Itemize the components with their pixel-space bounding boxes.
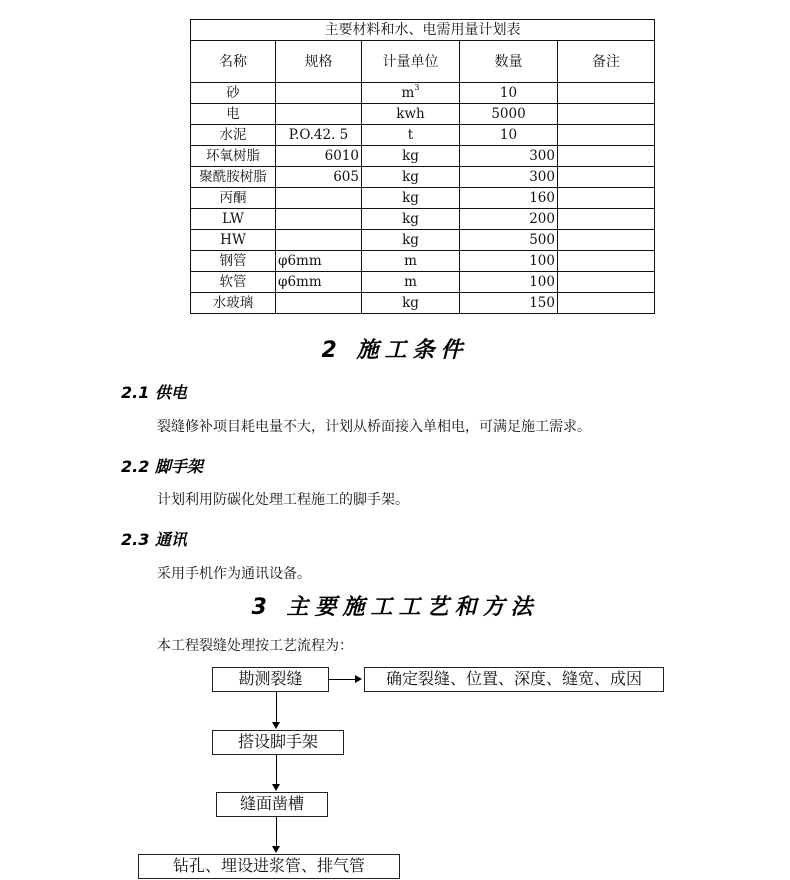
- cell-qty: 160: [460, 188, 558, 209]
- cell-qty: 300: [460, 167, 558, 188]
- cell-note: [558, 209, 655, 230]
- table-row: [191, 167, 655, 188]
- cell-note: [558, 167, 655, 188]
- cell-qty: 150: [460, 293, 558, 314]
- cell-qty: 500: [460, 230, 558, 251]
- unit-superscript: 3: [414, 83, 420, 92]
- cell-unit: [362, 293, 460, 314]
- cell-note: [558, 104, 655, 125]
- cell-spec: [276, 293, 362, 314]
- table-caption-row: [191, 20, 655, 41]
- unit-base: m: [404, 274, 417, 290]
- flow-step-survey-cracks: 勘测裂缝: [212, 667, 329, 692]
- subsection-2-1-text: 裂缝修补项目耗电量不大，计划从桥面接入单相电，可满足施工需求。: [157, 419, 591, 435]
- flow-connector-right: [328, 679, 356, 680]
- arrow-down-icon: [272, 722, 280, 729]
- table-row: [191, 125, 655, 146]
- subsection-2-2-text: 计划利用防碳化处理工程施工的脚手架。: [157, 492, 409, 508]
- cell-spec: [276, 230, 362, 251]
- cell-name: 钢管: [191, 251, 276, 272]
- unit-base: kg: [402, 169, 419, 185]
- cell-unit: [362, 230, 460, 251]
- table-row: [191, 83, 655, 104]
- subsection-2-3-heading: 2.3 通讯: [121, 530, 187, 549]
- cell-note: [558, 188, 655, 209]
- cell-name: 环氧树脂: [191, 146, 276, 167]
- column-header-unit: 计量单位: [362, 41, 460, 83]
- subsection-2-2-heading: 2.2 脚手架: [121, 457, 203, 476]
- table-row: [191, 272, 655, 293]
- cell-unit: [362, 83, 460, 104]
- cell-qty: 200: [460, 209, 558, 230]
- cell-qty: 100: [460, 272, 558, 293]
- cell-name: LW: [191, 209, 276, 230]
- subsection-2-1-heading: 2.1 供电: [121, 383, 187, 402]
- cell-qty: 100: [460, 251, 558, 272]
- cell-name: 电: [191, 104, 276, 125]
- cell-unit: [362, 125, 460, 146]
- flow-step-drill-pipes: 钻孔、埋设进浆管、排气管: [138, 854, 400, 879]
- cell-unit: [362, 272, 460, 293]
- table-row: [191, 146, 655, 167]
- cell-name: 砂: [191, 83, 276, 104]
- unit-base: kg: [402, 211, 419, 227]
- cell-note: [558, 83, 655, 104]
- cell-unit: [362, 188, 460, 209]
- flow-step-chisel-groove: 缝面凿槽: [216, 792, 328, 817]
- cell-unit: [362, 167, 460, 188]
- cell-spec: [276, 209, 362, 230]
- cell-spec: [276, 83, 362, 104]
- cell-note: [558, 251, 655, 272]
- cell-qty: 10: [460, 125, 558, 146]
- unit-base: m: [404, 253, 417, 269]
- cell-name: 软管: [191, 272, 276, 293]
- table-header-row: [191, 41, 655, 83]
- cell-note: [558, 230, 655, 251]
- cell-spec: φ6mm: [276, 272, 362, 293]
- cell-name: 聚酰胺树脂: [191, 167, 276, 188]
- cell-unit: [362, 146, 460, 167]
- cell-qty: 300: [460, 146, 558, 167]
- flow-connector-3: [276, 816, 277, 847]
- column-header-name: 名称: [191, 41, 276, 83]
- table-caption: 主要材料和水、电需用量计划表: [191, 20, 655, 41]
- table-row: [191, 209, 655, 230]
- column-header-qty: 数量: [460, 41, 558, 83]
- cell-qty: 10: [460, 83, 558, 104]
- unit-base: t: [407, 127, 414, 143]
- arrow-right-icon: [355, 675, 362, 683]
- unit-base: kg: [402, 190, 419, 206]
- cell-spec: [276, 104, 362, 125]
- cell-unit: [362, 104, 460, 125]
- cell-spec: P.O.42. 5: [276, 125, 362, 146]
- flow-step-scaffold: 搭设脚手架: [212, 730, 344, 755]
- cell-spec: 6010: [276, 146, 362, 167]
- cell-unit: [362, 251, 460, 272]
- flow-connector-1: [276, 691, 277, 723]
- unit-base: kwh: [396, 106, 425, 122]
- table-row: [191, 230, 655, 251]
- cell-spec: 605: [276, 167, 362, 188]
- section-3-title: 3 主要施工工艺和方法: [251, 595, 539, 620]
- unit-base: kg: [402, 232, 419, 248]
- unit-base: kg: [402, 148, 419, 164]
- cell-spec: φ6mm: [276, 251, 362, 272]
- materials-table: [190, 19, 655, 314]
- subsection-2-3-text: 采用手机作为通讯设备。: [157, 566, 311, 582]
- cell-qty: 5000: [460, 104, 558, 125]
- column-header-spec: 规格: [276, 41, 362, 83]
- table-row: [191, 251, 655, 272]
- arrow-down-icon: [272, 784, 280, 791]
- section-3-intro: 本工程裂缝处理按工艺流程为：: [157, 638, 353, 654]
- section-2-title: 2 施工条件: [321, 338, 469, 363]
- cell-unit: [362, 209, 460, 230]
- column-header-note: 备注: [558, 41, 655, 83]
- flow-connector-2: [276, 754, 277, 785]
- cell-note: [558, 293, 655, 314]
- cell-spec: [276, 188, 362, 209]
- table-row: [191, 188, 655, 209]
- flow-side-note: 确定裂缝、位置、深度、缝宽、成因: [364, 667, 664, 692]
- table-row: [191, 104, 655, 125]
- unit-base: kg: [402, 295, 419, 311]
- cell-note: [558, 146, 655, 167]
- cell-note: [558, 272, 655, 293]
- table-row: [191, 293, 655, 314]
- cell-note: [558, 125, 655, 146]
- cell-name: 水玻璃: [191, 293, 276, 314]
- arrow-down-icon: [272, 846, 280, 853]
- cell-name: 水泥: [191, 125, 276, 146]
- unit-base: m: [401, 85, 415, 101]
- cell-name: 丙酮: [191, 188, 276, 209]
- cell-name: HW: [191, 230, 276, 251]
